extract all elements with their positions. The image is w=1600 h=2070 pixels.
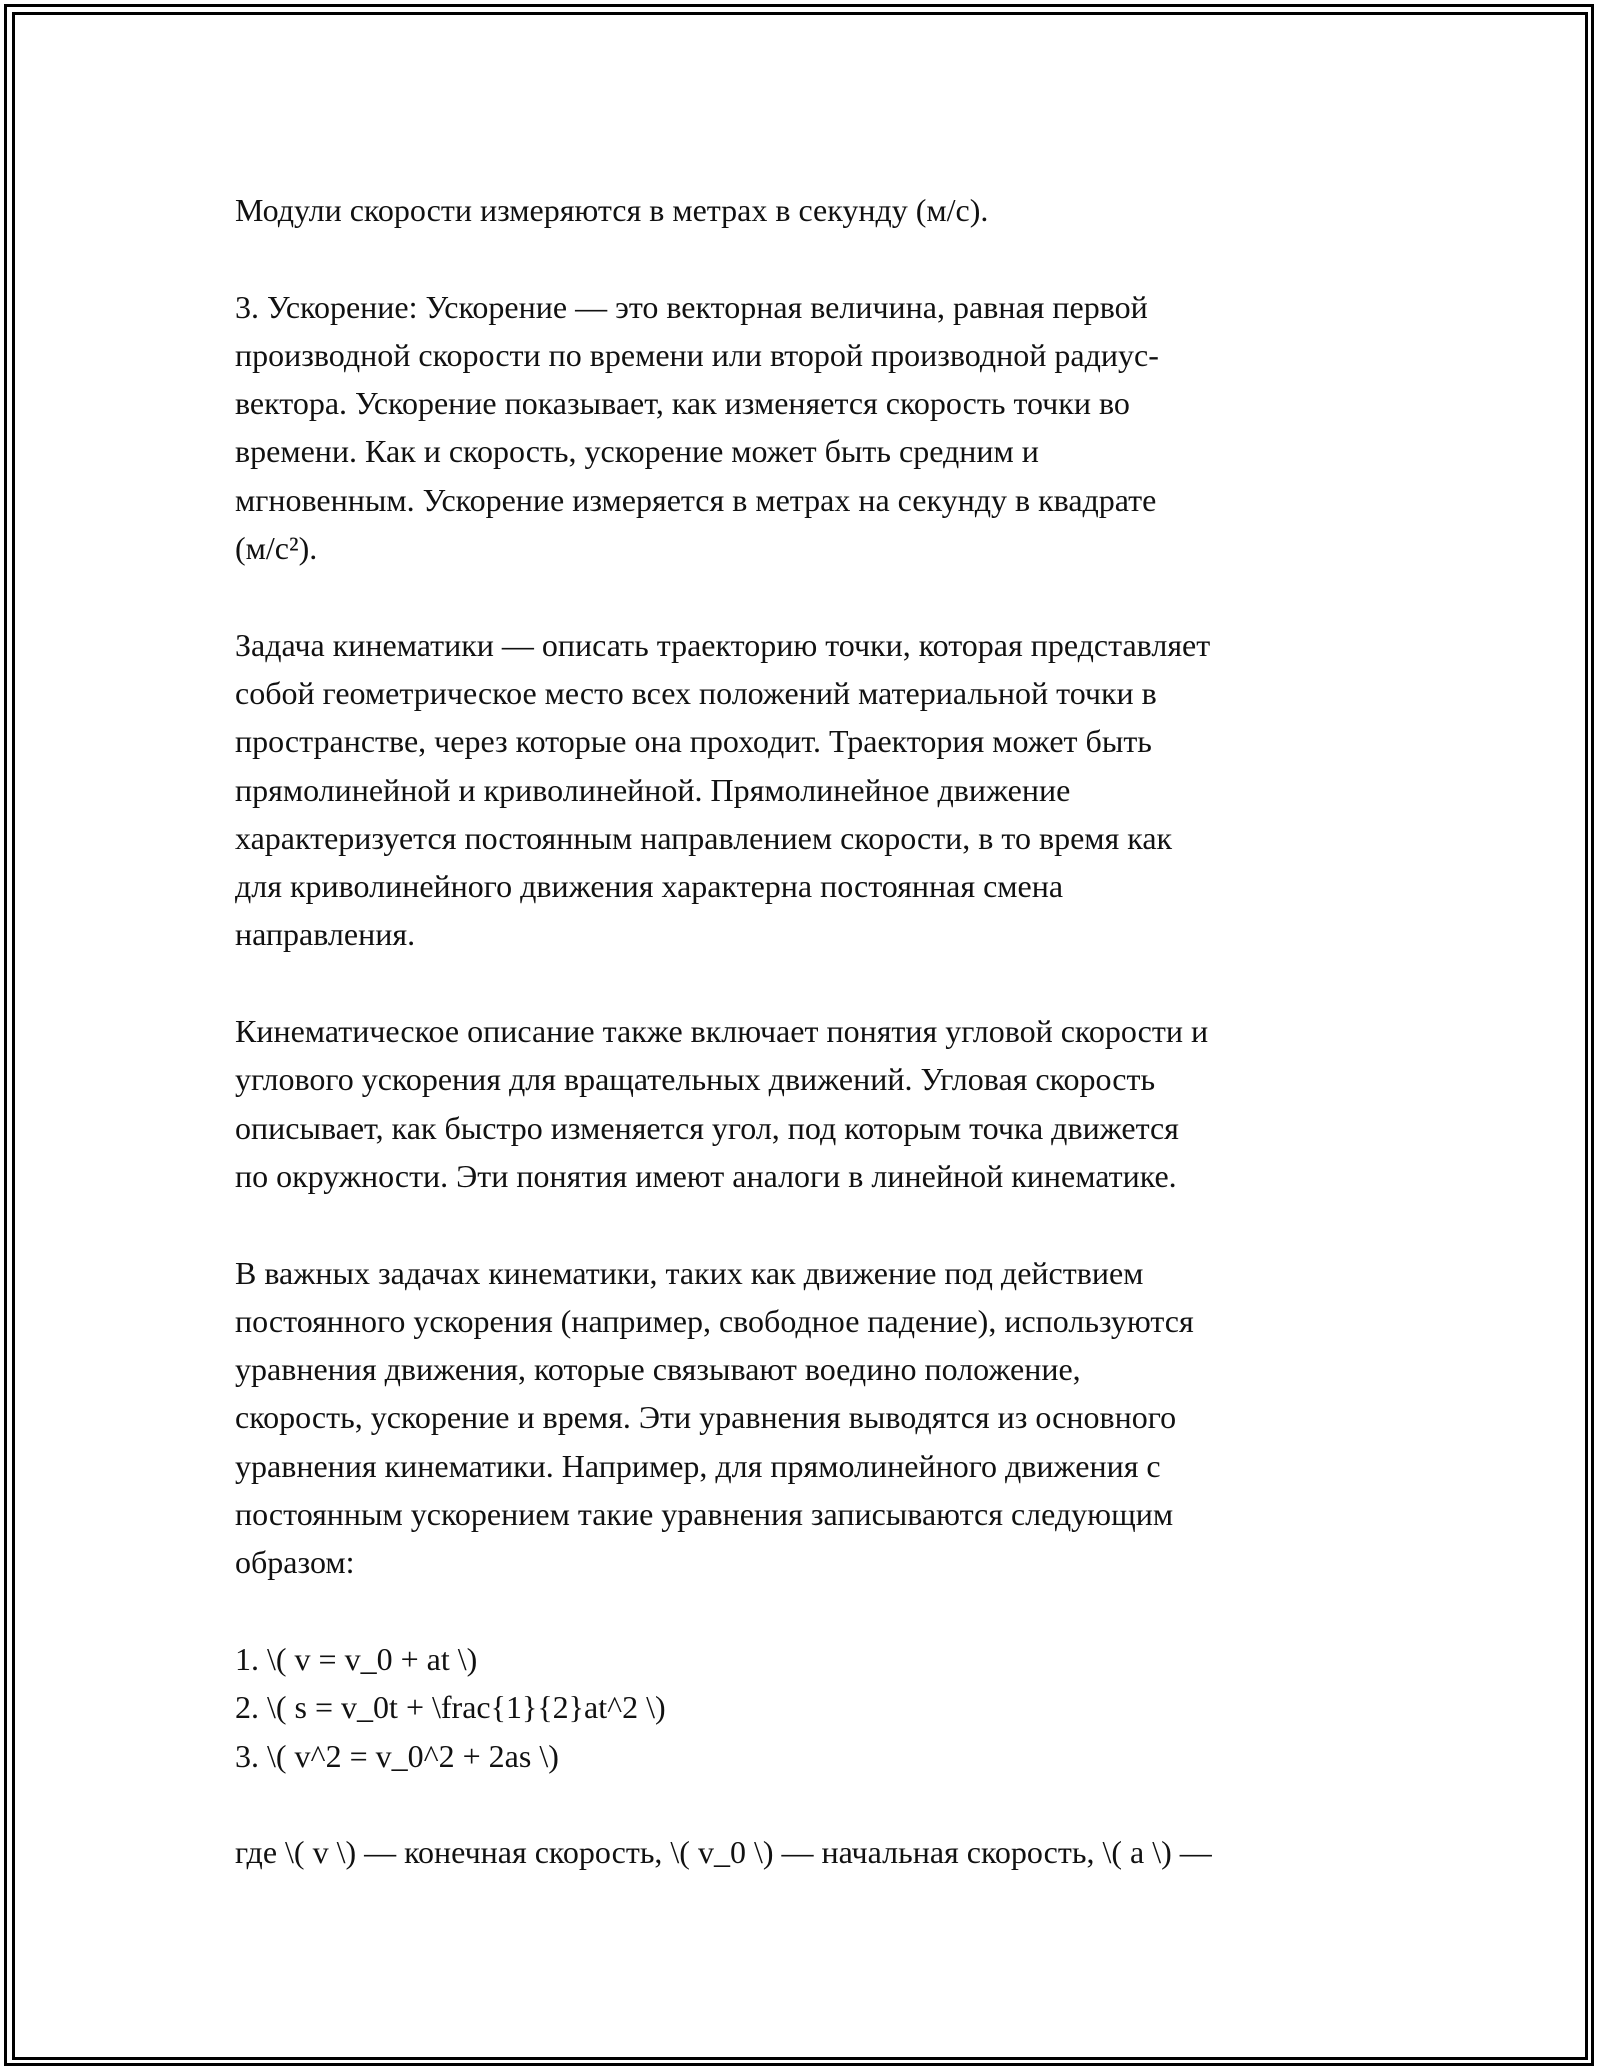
text-line: В важных задачах кинематики, таких как движение под действием bbox=[235, 1254, 1144, 1291]
text-line: вектора. Ускорение показывает, как изменяется скорость точки во bbox=[235, 385, 1130, 422]
text-line: характеризуется постоянным направлением скорости, в то время как bbox=[235, 819, 1173, 856]
text-line: (м/с²). bbox=[235, 530, 318, 567]
text-line: образом: bbox=[235, 1544, 355, 1581]
text-line: уравнения кинематики. Например, для прямолинейного движения с bbox=[235, 1447, 1161, 1484]
paragraph-equations-intro bbox=[235, 1249, 1375, 1587]
formula-list bbox=[235, 1635, 1375, 1780]
text-line: Модули скорости измеряются в метрах в секунду (м/с). bbox=[235, 192, 989, 228]
formula-item: 1. \( v = v_0 + at \) bbox=[235, 1640, 478, 1677]
text-line: углового ускорения для вращательных движений. Угловая скорость bbox=[235, 1061, 1156, 1098]
text-line: уравнения движения, которые связывают воедино положение, bbox=[235, 1351, 1081, 1388]
text-line: Задача кинематики — описать траекторию точки, которая представляет bbox=[235, 626, 1211, 663]
text-line: производной скорости по времени или второй производной радиус- bbox=[235, 336, 1159, 373]
text-line: 3. Ускорение: Ускорение — это векторная величина, равная первой bbox=[235, 288, 1148, 325]
text-line: пространстве, через которые она проходит. Траектория может быть bbox=[235, 723, 1152, 760]
text-line: постоянным ускорением такие уравнения записываются следующим bbox=[235, 1496, 1174, 1533]
paragraph-angular bbox=[235, 1007, 1375, 1200]
paragraph-speed-units bbox=[235, 186, 1375, 234]
text-line: времени. Как и скорость, ускорение может быть средним и bbox=[235, 433, 1039, 470]
text-line: направления. bbox=[235, 916, 416, 953]
paragraph-acceleration bbox=[235, 283, 1375, 573]
text-line: Кинематическое описание также включает понятия угловой скорости и bbox=[235, 1013, 1209, 1050]
formula-item: 3. \( v^2 = v_0^2 + 2as \) bbox=[235, 1737, 559, 1774]
formula-item: 2. \( s = v_0t + \frac{1}{2}at^2 \) bbox=[235, 1689, 666, 1726]
paragraph-variable-definitions bbox=[235, 1828, 1375, 1876]
paragraph-trajectory bbox=[235, 621, 1375, 959]
text-line: описывает, как быстро изменяется угол, под которым точка движется bbox=[235, 1109, 1179, 1146]
text-line: постоянного ускорения (например, свободное падение), используются bbox=[235, 1302, 1194, 1339]
text-line: скорость, ускорение и время. Эти уравнения выводятся из основного bbox=[235, 1399, 1177, 1436]
text-line: где \( v \) — конечная скорость, \( v_0 \) — начальная скорость, \( a \) — bbox=[235, 1834, 1212, 1871]
text-line: мгновенным. Ускорение измеряется в метрах на секунду в квадрате bbox=[235, 481, 1157, 518]
text-line: собой геометрическое место всех положений материальной точки в bbox=[235, 674, 1157, 711]
text-line: для криволинейного движения характерна постоянная смена bbox=[235, 868, 1064, 905]
document-body bbox=[235, 186, 1375, 1925]
text-line: по окружности. Эти понятия имеют аналоги в линейной кинематике. bbox=[235, 1157, 1177, 1194]
text-line: прямолинейной и криволинейной. Прямолинейное движение bbox=[235, 771, 1071, 808]
